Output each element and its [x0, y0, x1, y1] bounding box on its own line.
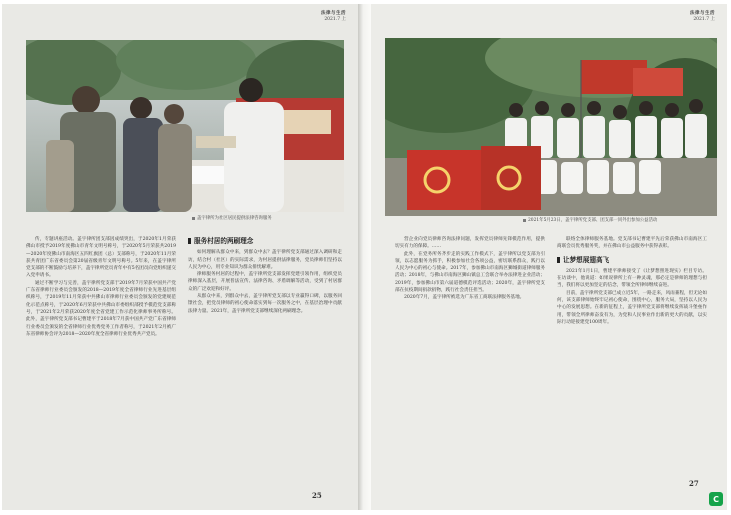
left-page-number: 25 [312, 491, 322, 500]
caption-bullet-icon [192, 217, 195, 220]
left-c2-p1: 如何理解从群众中来，到群众中去？盖宇律所党支部通过深入调研和走访，结合村（社区）的实际需求，为村居提供法律服务，党员律师们坚持以人民为中心，用专业知识为群众排忧解难。 [188, 250, 342, 270]
right-header-title: 法律与生活 [690, 11, 715, 16]
right-header-issue: 2021.7 上 [693, 17, 715, 22]
left-c2-p3: 从群众中来，到群众中去，盖宇律所党支部以专业赢得口碑，以服务回馈社会，把党员律师的初心使命落实到每一次服务之中，在基层治理中贡献法律力量。2021年，盖宇律所党支部继续深化两刷理念。 [188, 294, 342, 314]
left-column-1 [26, 236, 176, 476]
right-c1-p3: 2020年7月，盖宇律所被选为广东省工商联法律服务基地。 [404, 295, 525, 301]
left-header [321, 11, 346, 23]
right-page [371, 4, 727, 510]
left-c2-p2: 律师服务村居的过程中，盖宇律所党支部发挥党建引领作用，组织党员律师深入基层，开展普法宣传、法律咨询、矛盾调解等活动，受到了村居群众的广泛欢迎和好评。 [188, 272, 342, 292]
right-caption-text: 2021年5月23日，盖宇律所党支部、团支部一同外出参加公益活动 [528, 218, 658, 223]
right-photo-caption [523, 217, 657, 223]
left-caption-text: 盖宇律所为社区居民提供法律咨询服务 [197, 216, 272, 221]
left-header-title: 法律与生活 [321, 11, 346, 16]
right-section-heading [557, 257, 707, 264]
left-photo-legal-consultation [26, 40, 344, 212]
right-c2-p2: 2021年1月1日，曹建平律师接受了《让梦想照进现实》栏目专访。在访谈中，他说道：如果说律所上有一种灵魂，那必定是律师的理想与担当，我们将以更加坚定的信念，带领全所律师继续奋进。 [557, 268, 707, 289]
right-page-number: 27 [689, 479, 699, 488]
left-c1-p1: 传，专题讲座活动。盖宇律所团支部因成绩突出，于2020年1月荣获佛山市授予2019年度佛山市青年文明号称号，于2020年5月荣获共2019—2020年度佛山市南海区五四红旗团（总）支部称号，于2020年11月荣获共青团广东省委员会第20届省级青年文明号称号。5年来，在盖宇律所党支部的不断鼓励与培养下，盖宇律所党员青年中有5名团员向党组织递交入党申请书。 [26, 237, 176, 279]
right-header [690, 11, 715, 23]
left-header-issue: 2021.7 上 [324, 17, 346, 22]
right-c2-p3: 目前，盖宇律所党支部已成立近5年，一路走来，风雨兼程，但无论如何，该支部律师始终牢记初心使命，围绕中心，服务大局，坚持以人民为中心的发展思想。在新的征程上，盖宇律所党支部将继续发挥战斗堡垒作用，带领全所律师奋发有为，为党和人民事业作出新的更大的贡献，以实际行动迎接建党100周年。 [557, 290, 707, 325]
right-c1-p2: 此外，在党务所务齐步走的实践工作模式下，盖宇律所以党支部为引领，以志愿服务为抓手，积极参加社会各项公益，密切联系群众，践行以人民为中心的初心与使命。2017年，参加佛山市南海区狮城街道律师服务活动；2018年，与佛山市南海区狮山镇总工会联合举办法律进企业活动；2019年，参加佛山市第六届道德模范评选活动；2020年，盖宇律所党支部在抗疫期间捐款捐物，践行社会责任担当。 [395, 251, 545, 294]
left-c1-p2: 通过不断学习与完善，盖宇律所党支部于2019年7月荣获中国共产党广东省律师行业委员会颁发的2018—2019年度全省律师行业先进基层组织称号，于2019年11月荣获中共佛山市律师行业委员会颁发的党建规范化示范点称号，于2020年6月荣获中共佛山市委组织部授予模范党支部称号，于2021年2月荣获2020年度全省党建工作示范化律师事务所称号。此外，盖宇律所党支部书记曹建平于2018年7月获中国共产党广东省律师行业委员会颁发的全省律师行业优秀党务工作者称号，于2021年2月被广东省律师协会评为2018—2020年度全省律师行业优秀共产党员。 [26, 280, 176, 337]
book-gutter [358, 4, 371, 510]
left-heading-text: 服务村居的两刷理念 [194, 237, 254, 245]
left-photo-caption [192, 215, 272, 221]
left-page [2, 4, 358, 510]
heading-bar-icon-right [557, 257, 560, 263]
right-heading-text: 让梦想展翅高飞 [563, 255, 610, 264]
left-section-heading [188, 238, 342, 245]
left-column-2 [188, 236, 342, 476]
green-stamp-icon: C [709, 492, 723, 506]
right-c1-p1: 营企业向党员律师咨询法律问题，发挥党员律师先锋模范作用，提供切实有力的保障。…… [395, 237, 545, 250]
right-column-2 [557, 236, 707, 486]
right-photo-group-activity [385, 38, 717, 216]
heading-bar-icon [188, 238, 191, 244]
right-c2-p1: 联络全体律师服务基地。党支部书记曹建平先后荣获佛山市南海区工商联会员优秀服务奖，并在佛山市公益服务中获得表彰。 [557, 237, 707, 250]
caption-bullet-icon-right [523, 219, 526, 222]
right-column-1 [395, 236, 545, 486]
